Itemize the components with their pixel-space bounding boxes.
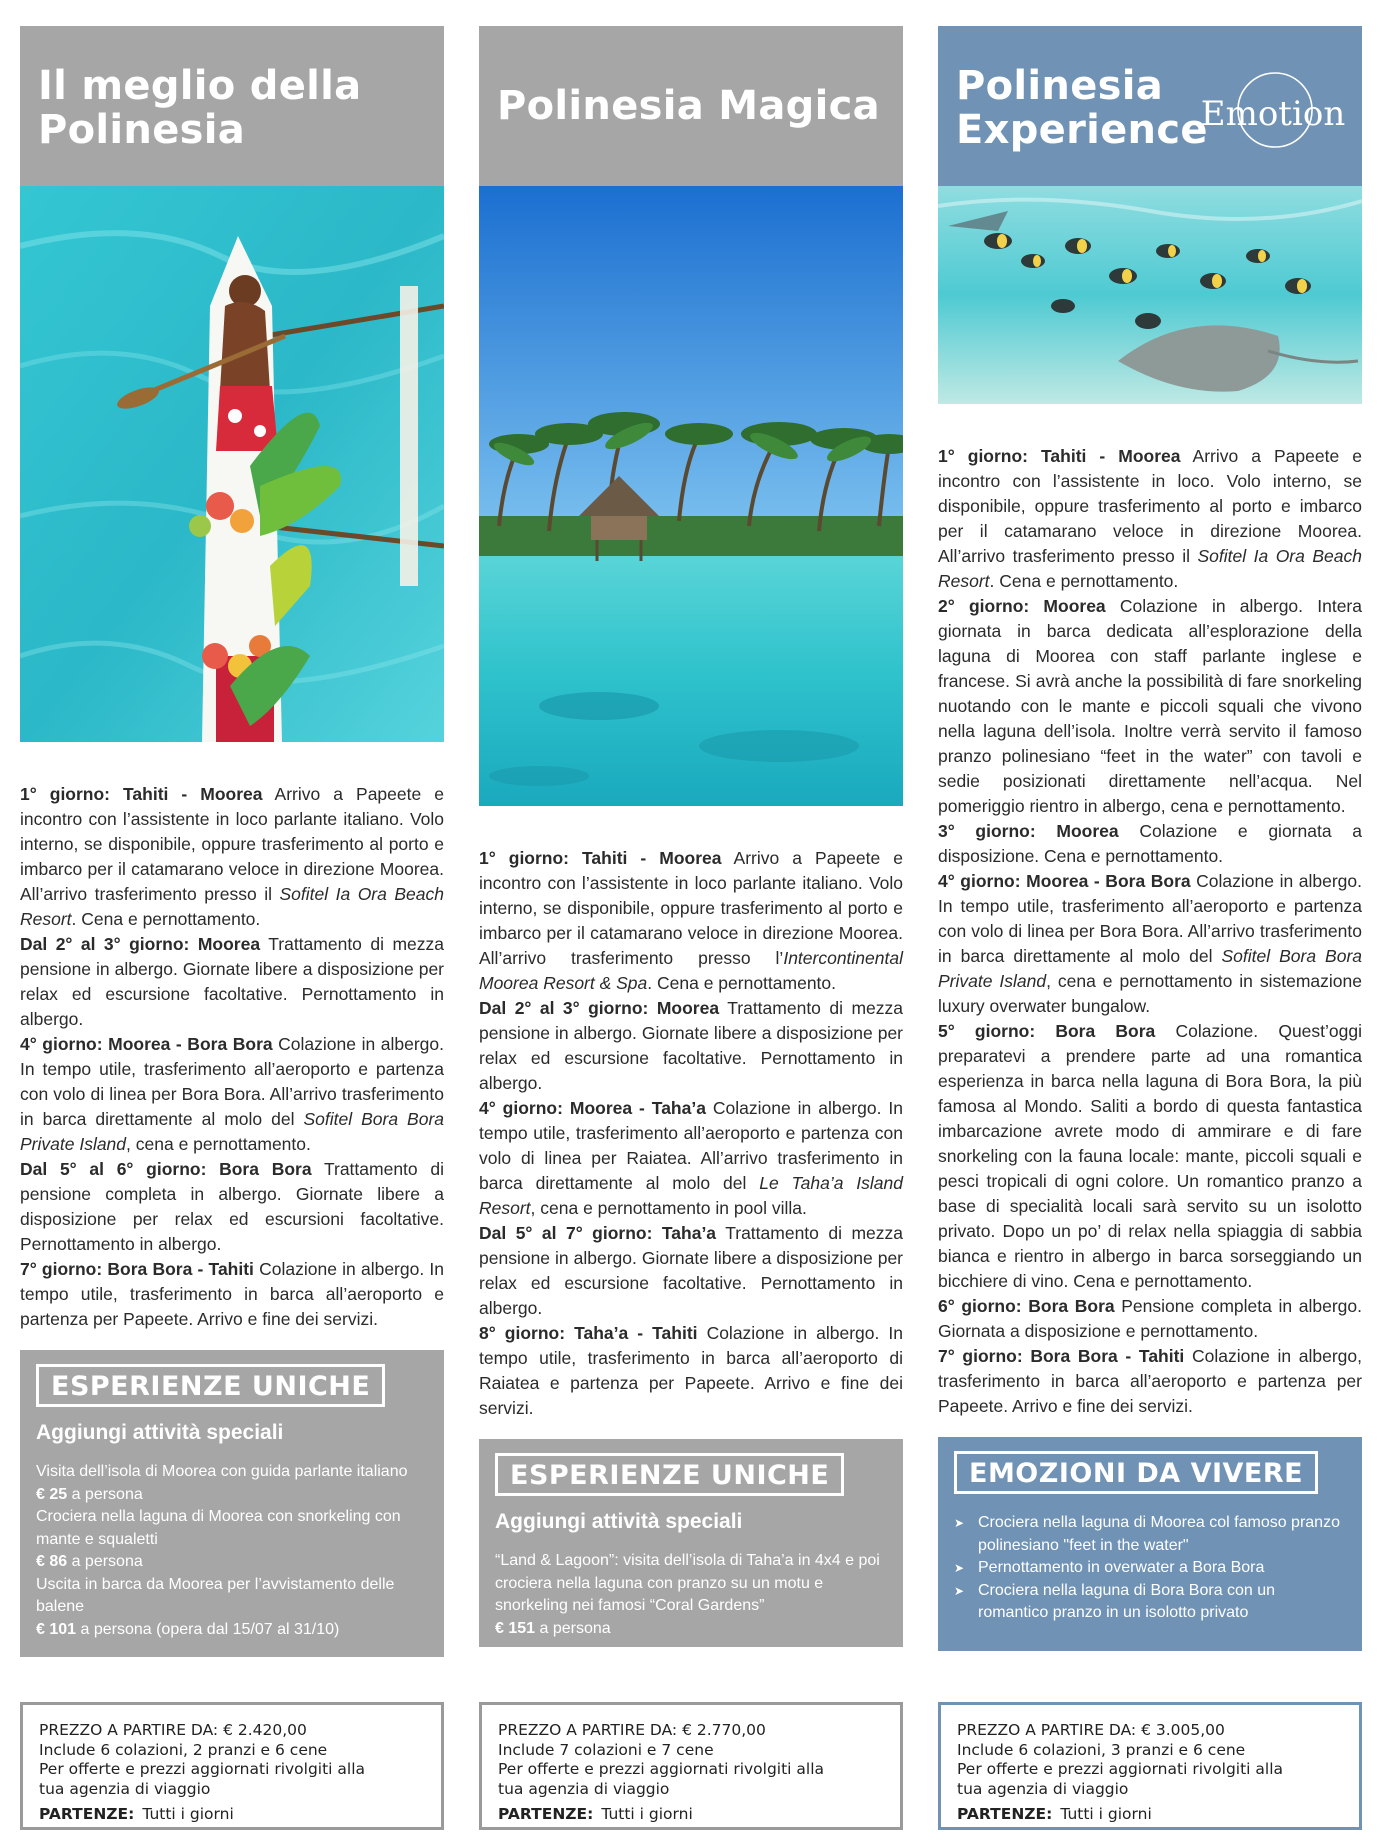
day-label: 1° giorno: Tahiti - Moorea xyxy=(938,446,1181,466)
itinerary-day: 7° giorno: Bora Bora - Tahiti Colazione in albergo. In tempo utile, trasferimento in barca all’aeroporto e partenza per Papeete. Arrivo e fine dei servizi. xyxy=(20,1259,445,1329)
activity-price: € 25 a persona xyxy=(36,1485,143,1503)
departures xyxy=(957,1805,1359,1825)
hotel-name: Sofitel Bora Bora Private Island xyxy=(20,1109,444,1154)
experiences-list xyxy=(495,1550,889,1640)
experiences-subtitle: Aggiungi attività speciali xyxy=(36,1421,284,1444)
day-label: 4° giorno: Moorea - Bora Bora xyxy=(938,871,1191,891)
activity-price-value: € 25 xyxy=(36,1485,68,1503)
itinerary-day: 2° giorno: Moorea Colazione in albergo. Intera giornata in barca dedicata all’esplorazione della laguna di Moorea con staff parlante inglese e francese. Si avrà anche la possibilità di fare snorkeling nuotando con le mante e piccoli squali che vivono nella laguna dell’isola. Inoltre verrà servito il famoso pranzo polinesiano “feet in the water” con tavoli e sedie posizionati direttamente nell’acqua. Nel pomeriggio rientro in albergo, cena e pernottamento. xyxy=(938,596,1362,816)
itinerary-day: 4° giorno: Moorea - Bora Bora Colazione in albergo. In tempo utile, trasferimento all’aeroporto e partenza con volo di linea per Bora Bora. All’arrivo trasferimento in barca direttamente al molo del Sofitel Bora Bora Private Island, cena e pernottamento. xyxy=(20,1034,444,1154)
price-head: PREZZO A PARTIRE DA: € 3.005,00 xyxy=(957,1721,1225,1739)
day-label: 7° giorno: Bora Bora - Tahiti xyxy=(20,1259,254,1279)
outrigger-canoe-photo xyxy=(20,186,444,742)
day-label: Dal 5° al 6° giorno: Bora Bora xyxy=(20,1159,312,1179)
itinerary-day: 1° giorno: Tahiti - Moorea Arrivo a Papeete e incontro con l’assistente in loco parlante italiano. Volo interno, se disponibile, oppure trasferimento al porto e imbarco per il catamarano veloce in direzione Moorea. All’arrivo trasferimento presso il Sofitel Ia Ora Beach Resort. Cena e pernottamento. xyxy=(20,784,444,929)
experiences-list xyxy=(36,1461,430,1641)
activity-price: € 101 a persona (opera dal 15/07 al 31/10) xyxy=(36,1620,340,1638)
day-label: Dal 2° al 3° giorno: Moorea xyxy=(479,998,720,1018)
experiences-subtitle: Aggiungi attività speciali xyxy=(495,1510,743,1533)
itinerary xyxy=(20,782,444,1332)
departures xyxy=(39,1805,441,1825)
column-header xyxy=(479,26,903,186)
emotion-logo xyxy=(1198,70,1348,150)
activity-price: € 86 a persona xyxy=(36,1553,143,1570)
itinerary-day: 1° giorno: Tahiti - Moorea Arrivo a Papeete e incontro con l’assistente in loco parlante italiano. Volo interno, se disponibile, oppure trasferimento al porto e imbarco per il catamarano veloce in direzione Moorea. All’arrivo trasferimento presso l’Intercontinental Moorea Resort & Spa. Cena e pernottamento. xyxy=(479,848,903,993)
experiences-box xyxy=(479,1439,903,1647)
experiences-title: ESPERIENZE UNICHE xyxy=(495,1453,844,1496)
departures-value: Tutti i giorni xyxy=(1060,1805,1152,1823)
itinerary-day: 1° giorno: Tahiti - Moorea Arrivo a Papeete e incontro con l’assistente in loco. Volo interno, se disponibile, oppure trasferimento al porto e imbarco per il catamarano veloce in direzione Moorea. All’arrivo trasferimento presso il Sofitel Ia Ora Beach Resort. Cena e pernottamento. xyxy=(938,446,1362,591)
price-includes: Include 6 colazioni, 3 pranzi e 6 cene xyxy=(957,1740,1246,1759)
emotion-logo-text: Emotion xyxy=(1200,94,1346,134)
price-includes: Include 7 colazioni e 7 cene xyxy=(498,1740,714,1759)
price-head: PREZZO A PARTIRE DA: € 2.770,00 xyxy=(498,1721,766,1739)
hotel-name: Intercontinental Moorea Resort & Spa xyxy=(479,948,903,993)
column-header xyxy=(938,26,1362,186)
itinerary-day: 4° giorno: Moorea - Bora Bora Colazione in albergo. In tempo utile, trasferimento all’aeroporto e partenza con volo di linea per Bora Bora. All’arrivo trasferimento in barca direttamente al molo del Sofitel Bora Bora Private Island, cena e pernottamento in sistemazione luxury overwater bungalow. xyxy=(938,871,1362,1016)
hotel-name: Le Taha’a Island Resort xyxy=(479,1173,903,1218)
lagoon-fish-stingray-photo xyxy=(938,186,1362,404)
day-label: Dal 5° al 7° giorno: Taha’a xyxy=(479,1223,717,1243)
day-label: 7° giorno: Bora Bora - Tahiti xyxy=(938,1346,1185,1366)
day-label: 6° giorno: Bora Bora xyxy=(938,1296,1115,1316)
itinerary-day: 4° giorno: Moorea - Taha’a Colazione in albergo. In tempo utile, trasferimento all’aeroporto e partenza con volo di linea per Raiatea. All’arrivo trasferimento in barca direttamente al molo del Le Taha’a Island Resort, cena e pernottamento in pool villa. xyxy=(479,1098,903,1218)
activity-price-value: € 101 xyxy=(36,1620,77,1638)
hotel-name: Sofitel Ia Ora Beach Resort xyxy=(938,546,1362,591)
column-title: Polinesia Experience xyxy=(956,63,1208,153)
emotions-title: EMOZIONI DA VIVERE xyxy=(954,1451,1318,1494)
itinerary-day: Dal 5° al 7° giorno: Taha’a Trattamento di mezza pensione in albergo. Giornate libere a disposizione per relax ed escursione facoltative. Pernottamento in albergo. xyxy=(479,1223,903,1318)
column-il-meglio xyxy=(20,26,444,1657)
itinerary-day: Dal 2° al 3° giorno: Moorea Trattamento di mezza pensione in albergo. Giornate libere a disposizione per relax ed escursione facoltative. Pernottamento in albergo. xyxy=(479,998,903,1093)
activity-desc: Visita dell’isola di Moorea con guida parlante italiano xyxy=(36,1463,408,1480)
departures-label: PARTENZE: xyxy=(957,1805,1053,1823)
column-title: Il meglio della Polinesia xyxy=(38,63,362,153)
day-label: 4° giorno: Moorea - Bora Bora xyxy=(20,1034,273,1054)
itinerary xyxy=(938,444,1362,1419)
price-offers: Per offerte e prezzi aggiornati rivolgiti alla tua agenzia di viaggio xyxy=(957,1760,1284,1798)
day-label: 1° giorno: Tahiti - Moorea xyxy=(479,848,722,868)
departures-value: Tutti i giorni xyxy=(601,1805,693,1823)
emotion-item: ➤ Pernottamento in overwater a Bora Bora xyxy=(954,1557,1348,1580)
hotel-name: Sofitel Ia Ora Beach Resort xyxy=(20,884,444,929)
itinerary-day: Dal 5° al 6° giorno: Bora Bora Trattamento di pensione completa in albergo. Giornate libere a disposizione per relax ed escursioni facoltative. Pernottamento in albergo. xyxy=(20,1159,444,1254)
activity-price-value: € 151 xyxy=(495,1619,536,1637)
emotions-box xyxy=(938,1437,1362,1651)
itinerary-day: 8° giorno: Taha’a - Tahiti Colazione in albergo. In tempo utile, trasferimento in barca all’aeroporto di Raiatea e partenza per Papeete. Arrivo e fine dei servizi. xyxy=(479,1323,903,1418)
activity-desc: Uscita in barca da Moorea per l’avvistamento delle balene xyxy=(36,1575,395,1615)
activity-price: € 151 a persona xyxy=(495,1619,611,1637)
day-label: 8° giorno: Taha’a - Tahiti xyxy=(479,1323,698,1343)
day-label: 4° giorno: Moorea - Taha’a xyxy=(479,1098,706,1118)
price-offers: Per offerte e prezzi aggiornati rivolgiti alla tua agenzia di viaggio xyxy=(498,1760,825,1798)
itinerary-day: 5° giorno: Bora Bora Colazione. Quest’oggi preparatevi a prendere parte ad una romantica esperienza in barca nella laguna di Bora Bora, la più famosa al Mondo. Saliti a bordo di questa fantastica imbarcazione avrete modo di ammirare e di fare snorkeling con la fauna locale: mante, piccoli squali e pesci tropicali di ogni colore. Un romantico pranzo a base di specialità locali sarà servito su un isolotto privato. Dopo un po’ di relax nella spiaggia di sabbia bianca e rientro in albergo in barca sorseggiando un bicchiere di vino. Cena e pernottamento. xyxy=(938,1021,1362,1291)
hotel-name: Sofitel Bora Bora Private Island xyxy=(938,946,1362,991)
column-title: Polinesia Magica xyxy=(497,83,880,129)
column-header xyxy=(20,26,444,186)
price-head: PREZZO A PARTIRE DA: € 2.420,00 xyxy=(39,1721,307,1739)
price-box xyxy=(20,1702,444,1830)
price-box xyxy=(479,1702,903,1830)
activity-price-value: € 86 xyxy=(36,1553,68,1570)
itinerary-day: Dal 2° al 3° giorno: Moorea Trattamento di mezza pensione in albergo. Giornate libere a disposizione per relax ed escursione facoltative. Pernottamento in albergo. xyxy=(20,934,444,1029)
activity-desc: “Land & Lagoon”: visita dell’isola di Taha’a in 4x4 e poi crociera nella laguna con pranzo su un motu e snorkeling nei famosi “Coral Gardens” xyxy=(495,1552,880,1614)
column-polinesia-magica xyxy=(479,26,903,1647)
day-label: 5° giorno: Bora Bora xyxy=(938,1021,1156,1041)
departures-label: PARTENZE: xyxy=(498,1805,594,1823)
emotions-list xyxy=(954,1512,1348,1625)
column-polinesia-experience xyxy=(938,26,1362,1651)
experiences-box xyxy=(20,1350,444,1657)
itinerary-day: 3° giorno: Moorea Colazione e giornata a disposizione. Cena e pernottamento. xyxy=(938,821,1362,866)
price-includes: Include 6 colazioni, 2 pranzi e 6 cene xyxy=(39,1740,328,1759)
departures-value: Tutti i giorni xyxy=(142,1805,234,1823)
emotion-item: ➤ Crociera nella laguna di Bora Bora con un romantico pranzo in un isolotto privato xyxy=(954,1580,1348,1625)
day-label: Dal 2° al 3° giorno: Moorea xyxy=(20,934,261,954)
day-label: 1° giorno: Tahiti - Moorea xyxy=(20,784,263,804)
activity-desc: Crociera nella laguna di Moorea con snorkeling con mante e squaletti xyxy=(36,1508,401,1548)
overwater-bungalow-photo xyxy=(479,186,903,806)
price-box xyxy=(938,1702,1362,1830)
itinerary xyxy=(479,846,903,1421)
day-label: 3° giorno: Moorea xyxy=(938,821,1119,841)
day-label: 2° giorno: Moorea xyxy=(938,596,1106,616)
experiences-title: ESPERIENZE UNICHE xyxy=(36,1364,385,1407)
itinerary-day: 7° giorno: Bora Bora - Tahiti Colazione in albergo, trasferimento in barca all’aeroporto e partenza per Papeete. Arrivo e fine dei servizi. xyxy=(938,1346,1363,1416)
emotion-item: ➤ Crociera nella laguna di Moorea col famoso pranzo polinesiano "feet in the water" xyxy=(954,1512,1348,1557)
itinerary-day: 6° giorno: Bora Bora Pensione completa in albergo. Giornata a disposizione e pernottamento. xyxy=(938,1296,1362,1341)
departures xyxy=(498,1805,900,1825)
departures-label: PARTENZE: xyxy=(39,1805,135,1823)
price-offers: Per offerte e prezzi aggiornati rivolgiti alla tua agenzia di viaggio xyxy=(39,1760,366,1798)
